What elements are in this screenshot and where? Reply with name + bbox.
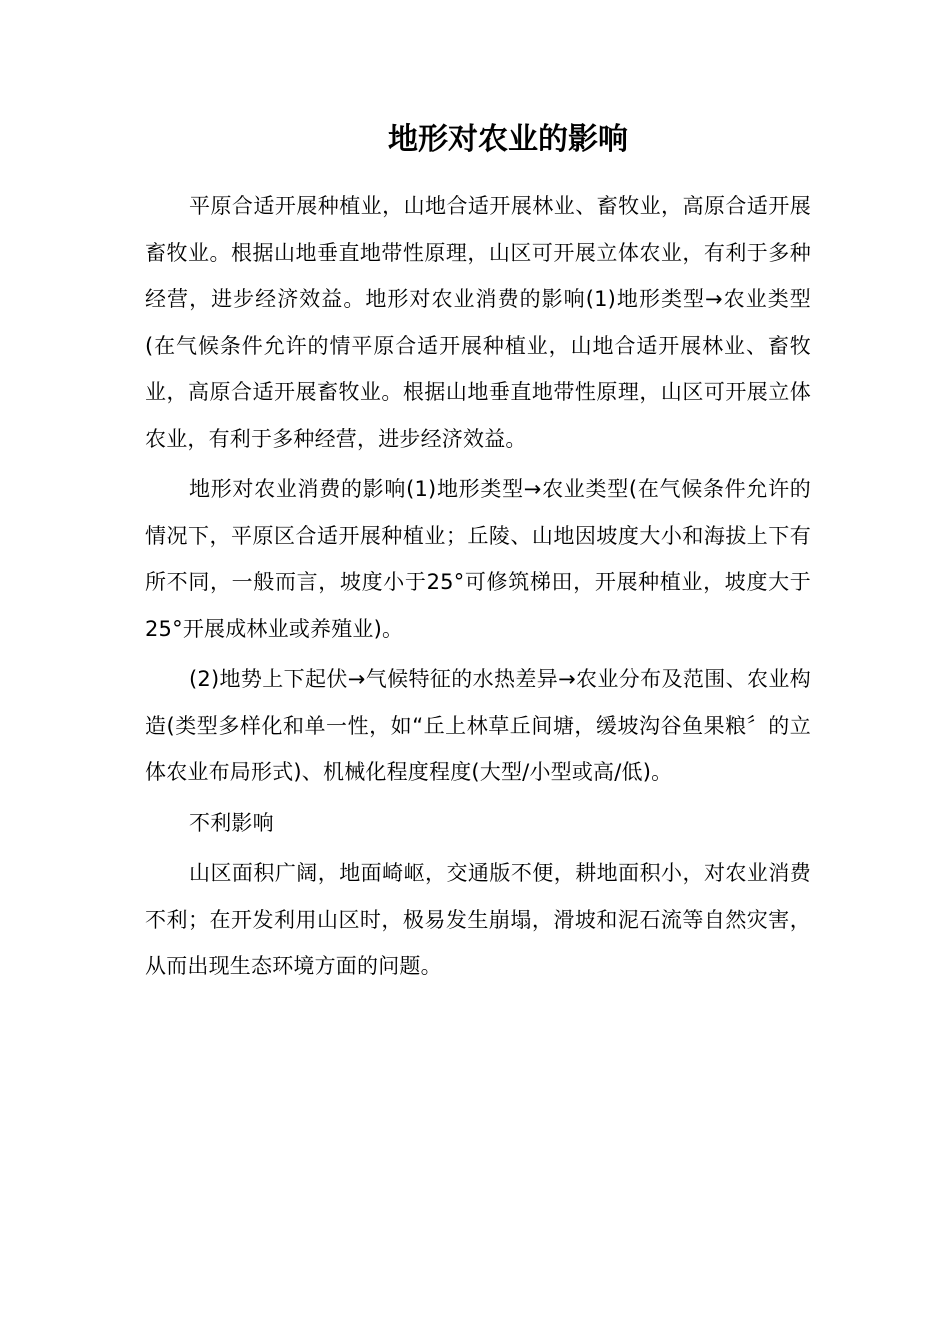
paragraph-2: 地形对农业消费的影响(1)地形类型→农业类型(在气候条件允许的情况下，平原区合适开展种植业；丘陵、山地因坡度大小和海拔上下有所不同，一般而言，坡度小于25°可修筑梯田，开展种植业，坡度大于25°开展成林业或养殖业)。	[145, 477, 811, 641]
paragraph-5: 山区面积广阔，地面崎岖，交通版不便，耕地面积小，对农业消费不利；在开发利用山区时，极易发生崩塌，滑坡和泥石流等自然灾害，从而出现生态环境方面的问题。	[145, 861, 811, 978]
paragraph-1: 平原合适开展种植业，山地合适开展林业、畜牧业，高原合适开展畜牧业。根据山地垂直地带性原理，山区可开展立体农业，有利于多种经营，进步经济效益。地形对农业消费的影响(1)地形类型→农业类型(在气候条件允许的情平原合适开展种植业，山地合适开展林业、畜牧业，高原合适开展畜牧业。根据山地垂直地带性原理，山区可开展立体农业，有利于多种经营，进步经济效益。	[145, 194, 811, 451]
document-body	[145, 183, 811, 994]
paragraph-4-heading: 不利影响	[189, 810, 274, 835]
document-title: 地形对农业的影响	[388, 122, 628, 157]
paragraph-3: (2)地势上下起伏→气候特征的水热差异→农业分布及范围、农业构造(类型多样化和单一性，如“丘上林草丘间塘，缓坡沟谷鱼果粮〞的立体农业布局形式)、机械化程度程度(大型/小型或高/低)。	[145, 667, 811, 784]
